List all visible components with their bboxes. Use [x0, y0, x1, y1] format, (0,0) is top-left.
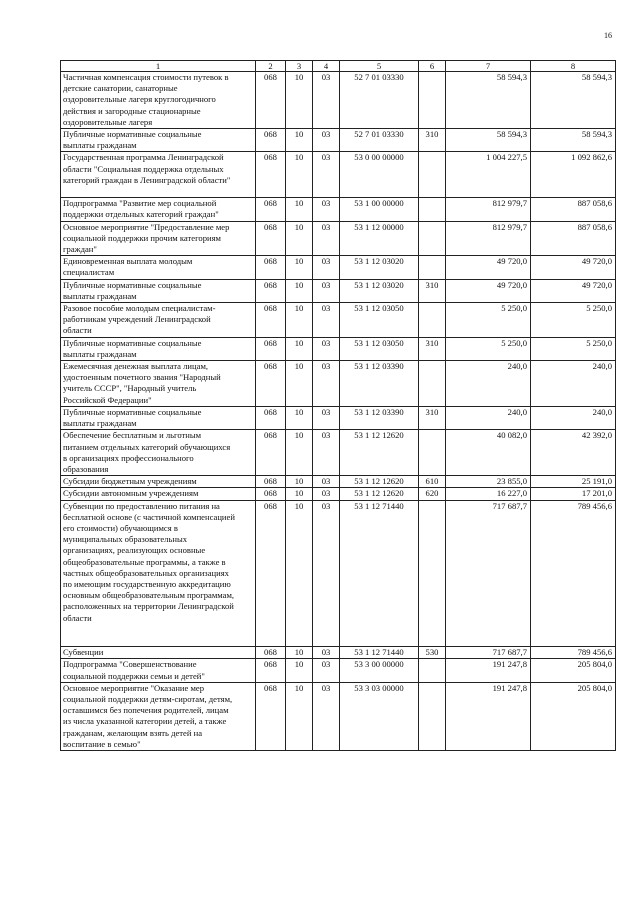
table-row: [61, 152, 616, 198]
row-name-cell: Обеспечение бесплатным и льготным питанием отдельных категорий обучающихся в организациях профессионального образования: [61, 430, 256, 476]
amount-year1-cell: 240,0: [446, 361, 531, 407]
grbs-code-cell: 068: [256, 198, 286, 221]
section-code-cell: 10: [286, 476, 313, 488]
row-name-cell: Подпрограмма "Развитие мер социальной поддержки отдельных категорий граждан": [61, 198, 256, 221]
table-row: [61, 129, 616, 152]
subsection-code-cell: 03: [313, 221, 340, 256]
amount-year2-cell: 25 191,0: [531, 476, 616, 488]
expense-type-cell: [419, 72, 446, 129]
amount-year1-cell: 58 594,3: [446, 72, 531, 129]
target-article-cell: 52 7 01 03330: [340, 72, 419, 129]
row-name-cell: Частичная компенсация стоимости путевок в детские санатории, санаторные оздоровительные лагеря круглогодичного действия и загородные стационарные оздоровительные лагеря: [61, 72, 256, 129]
row-name-cell: Подпрограмма "Совершенствование социальной поддержки семьи и детей": [61, 659, 256, 682]
table-row: [61, 430, 616, 476]
amount-year2-cell: 5 250,0: [531, 337, 616, 360]
row-name-cell: Основное мероприятие "Предоставление мер социальной поддержки прочим категориям граждан": [61, 221, 256, 256]
target-article-cell: 53 1 12 00000: [340, 221, 419, 256]
row-name-cell: Разовое пособие молодым специалистам- работникам учреждений Ленинградской области: [61, 303, 256, 338]
row-name-cell: Единовременная выплата молодым специалистам: [61, 256, 256, 279]
subsection-code-cell: 03: [313, 129, 340, 152]
section-code-cell: 10: [286, 500, 313, 647]
subsection-code-cell: 03: [313, 476, 340, 488]
column-number-header: 8: [531, 61, 616, 72]
table-row: [61, 476, 616, 488]
subsection-code-cell: 03: [313, 279, 340, 302]
amount-year2-cell: 240,0: [531, 406, 616, 429]
row-name-cell: Государственная программа Ленинградской области "Социальная поддержка отдельных категорий граждан в Ленинградской области": [61, 152, 256, 198]
column-number-header: 3: [286, 61, 313, 72]
amount-year2-cell: 887 058,6: [531, 221, 616, 256]
expense-type-cell: [419, 500, 446, 647]
section-code-cell: 10: [286, 659, 313, 682]
section-code-cell: 10: [286, 337, 313, 360]
subsection-code-cell: 03: [313, 500, 340, 647]
target-article-cell: 53 1 12 12620: [340, 488, 419, 500]
column-number-header: 2: [256, 61, 286, 72]
table-row: [61, 361, 616, 407]
table-row: [61, 198, 616, 221]
grbs-code-cell: 068: [256, 152, 286, 198]
amount-year2-cell: 58 594,3: [531, 72, 616, 129]
section-code-cell: 10: [286, 256, 313, 279]
amount-year2-cell: 49 720,0: [531, 256, 616, 279]
target-article-cell: 53 1 00 00000: [340, 198, 419, 221]
budget-table: [60, 60, 616, 751]
section-code-cell: 10: [286, 406, 313, 429]
amount-year1-cell: 812 979,7: [446, 221, 531, 256]
amount-year2-cell: 5 250,0: [531, 303, 616, 338]
subsection-code-cell: 03: [313, 337, 340, 360]
table-row: [61, 256, 616, 279]
expense-type-cell: [419, 361, 446, 407]
table-header-row: [61, 61, 616, 72]
section-code-cell: 10: [286, 72, 313, 129]
row-name-cell: Публичные нормативные социальные выплаты гражданам: [61, 337, 256, 360]
column-number-header: 4: [313, 61, 340, 72]
table-row: [61, 500, 616, 647]
subsection-code-cell: 03: [313, 406, 340, 429]
table-row: [61, 303, 616, 338]
column-number-header: 7: [446, 61, 531, 72]
subsection-code-cell: 03: [313, 488, 340, 500]
amount-year2-cell: 205 804,0: [531, 659, 616, 682]
amount-year1-cell: 23 855,0: [446, 476, 531, 488]
grbs-code-cell: 068: [256, 256, 286, 279]
subsection-code-cell: 03: [313, 430, 340, 476]
subsection-code-cell: 03: [313, 198, 340, 221]
amount-year1-cell: 40 082,0: [446, 430, 531, 476]
target-article-cell: 53 1 12 12620: [340, 476, 419, 488]
expense-type-cell: 310: [419, 337, 446, 360]
table-row: [61, 72, 616, 129]
grbs-code-cell: 068: [256, 72, 286, 129]
expense-type-cell: 610: [419, 476, 446, 488]
target-article-cell: 53 1 12 03390: [340, 361, 419, 407]
amount-year1-cell: 191 247,8: [446, 682, 531, 750]
subsection-code-cell: 03: [313, 152, 340, 198]
grbs-code-cell: 068: [256, 476, 286, 488]
target-article-cell: 53 1 12 03020: [340, 256, 419, 279]
amount-year1-cell: 1 004 227,5: [446, 152, 531, 198]
amount-year1-cell: 5 250,0: [446, 303, 531, 338]
grbs-code-cell: 068: [256, 659, 286, 682]
row-name-cell: Субвенции: [61, 647, 256, 659]
grbs-code-cell: 068: [256, 647, 286, 659]
table-row: [61, 647, 616, 659]
grbs-code-cell: 068: [256, 221, 286, 256]
subsection-code-cell: 03: [313, 647, 340, 659]
target-article-cell: 53 1 12 03050: [340, 303, 419, 338]
amount-year2-cell: 887 058,6: [531, 198, 616, 221]
table-row: [61, 279, 616, 302]
expense-type-cell: 620: [419, 488, 446, 500]
amount-year2-cell: 1 092 862,6: [531, 152, 616, 198]
column-number-header: 6: [419, 61, 446, 72]
amount-year1-cell: 58 594,3: [446, 129, 531, 152]
amount-year2-cell: 789 456,6: [531, 647, 616, 659]
amount-year1-cell: 717 687,7: [446, 647, 531, 659]
table-row: [61, 682, 616, 750]
grbs-code-cell: 068: [256, 500, 286, 647]
grbs-code-cell: 068: [256, 361, 286, 407]
subsection-code-cell: 03: [313, 361, 340, 407]
expense-type-cell: [419, 430, 446, 476]
subsection-code-cell: 03: [313, 256, 340, 279]
table-row: [61, 488, 616, 500]
expense-type-cell: [419, 682, 446, 750]
target-article-cell: 53 0 00 00000: [340, 152, 419, 198]
grbs-code-cell: 068: [256, 682, 286, 750]
page-number: 16: [604, 31, 612, 40]
amount-year2-cell: 17 201,0: [531, 488, 616, 500]
grbs-code-cell: 068: [256, 279, 286, 302]
amount-year1-cell: 717 687,7: [446, 500, 531, 647]
row-name-cell: Субсидии автономным учреждениям: [61, 488, 256, 500]
expense-type-cell: 310: [419, 406, 446, 429]
section-code-cell: 10: [286, 647, 313, 659]
expense-type-cell: [419, 303, 446, 338]
target-article-cell: 53 1 12 03050: [340, 337, 419, 360]
section-code-cell: 10: [286, 129, 313, 152]
amount-year1-cell: 240,0: [446, 406, 531, 429]
expense-type-cell: [419, 198, 446, 221]
amount-year1-cell: 191 247,8: [446, 659, 531, 682]
section-code-cell: 10: [286, 430, 313, 476]
amount-year2-cell: 240,0: [531, 361, 616, 407]
amount-year1-cell: 49 720,0: [446, 256, 531, 279]
amount-year1-cell: 812 979,7: [446, 198, 531, 221]
amount-year2-cell: 58 594,3: [531, 129, 616, 152]
expense-type-cell: [419, 256, 446, 279]
subsection-code-cell: 03: [313, 72, 340, 129]
grbs-code-cell: 068: [256, 406, 286, 429]
amount-year2-cell: 789 456,6: [531, 500, 616, 647]
target-article-cell: 53 1 12 71440: [340, 647, 419, 659]
table-row: [61, 221, 616, 256]
row-name-cell: Публичные нормативные социальные выплаты гражданам: [61, 129, 256, 152]
subsection-code-cell: 03: [313, 659, 340, 682]
grbs-code-cell: 068: [256, 129, 286, 152]
grbs-code-cell: 068: [256, 488, 286, 500]
column-number-header: 5: [340, 61, 419, 72]
target-article-cell: 53 1 12 71440: [340, 500, 419, 647]
row-name-cell: Субсидии бюджетным учреждениям: [61, 476, 256, 488]
section-code-cell: 10: [286, 682, 313, 750]
grbs-code-cell: 068: [256, 303, 286, 338]
target-article-cell: 53 3 00 00000: [340, 659, 419, 682]
subsection-code-cell: 03: [313, 682, 340, 750]
row-name-cell: Основное мероприятие "Оказание мер социальной поддержки детям-сиротам, детям, оставшимся без попечения родителей, лицам из числа указанной категории детей, а также гражданам, желающим взять детей на воспитание в семью": [61, 682, 256, 750]
amount-year1-cell: 49 720,0: [446, 279, 531, 302]
table-row: [61, 406, 616, 429]
row-name-cell: Публичные нормативные социальные выплаты гражданам: [61, 406, 256, 429]
target-article-cell: 53 1 12 03020: [340, 279, 419, 302]
amount-year2-cell: 42 392,0: [531, 430, 616, 476]
subsection-code-cell: 03: [313, 303, 340, 338]
expense-type-cell: 310: [419, 279, 446, 302]
section-code-cell: 10: [286, 152, 313, 198]
table-row: [61, 337, 616, 360]
target-article-cell: 53 1 12 03390: [340, 406, 419, 429]
expense-type-cell: [419, 221, 446, 256]
column-number-header: 1: [61, 61, 256, 72]
row-name-cell: Субвенции по предоставлению питания на бесплатной основе (с частичной компенсацией его стоимости) обучающимся в муниципальных образовательных организациях, реализующих основные общеобразовательные программы, а также в частных общеобразовательных организациях по имеющим государственную аккредитацию основным общеобразовательным программам, расположенных на территории Ленинградской области: [61, 500, 256, 647]
section-code-cell: 10: [286, 361, 313, 407]
expense-type-cell: 310: [419, 129, 446, 152]
expense-type-cell: 530: [419, 647, 446, 659]
target-article-cell: 52 7 01 03330: [340, 129, 419, 152]
target-article-cell: 53 1 12 12620: [340, 430, 419, 476]
expense-type-cell: [419, 659, 446, 682]
section-code-cell: 10: [286, 198, 313, 221]
amount-year1-cell: 16 227,0: [446, 488, 531, 500]
grbs-code-cell: 068: [256, 337, 286, 360]
section-code-cell: 10: [286, 279, 313, 302]
table-row: [61, 659, 616, 682]
target-article-cell: 53 3 03 00000: [340, 682, 419, 750]
amount-year1-cell: 5 250,0: [446, 337, 531, 360]
row-name-cell: Ежемесячная денежная выплата лицам, удостоенным почетного звания "Народный учитель СССР", "Народный учитель Российской Федерации": [61, 361, 256, 407]
section-code-cell: 10: [286, 221, 313, 256]
amount-year2-cell: 205 804,0: [531, 682, 616, 750]
section-code-cell: 10: [286, 488, 313, 500]
row-name-cell: Публичные нормативные социальные выплаты гражданам: [61, 279, 256, 302]
amount-year2-cell: 49 720,0: [531, 279, 616, 302]
grbs-code-cell: 068: [256, 430, 286, 476]
section-code-cell: 10: [286, 303, 313, 338]
expense-type-cell: [419, 152, 446, 198]
